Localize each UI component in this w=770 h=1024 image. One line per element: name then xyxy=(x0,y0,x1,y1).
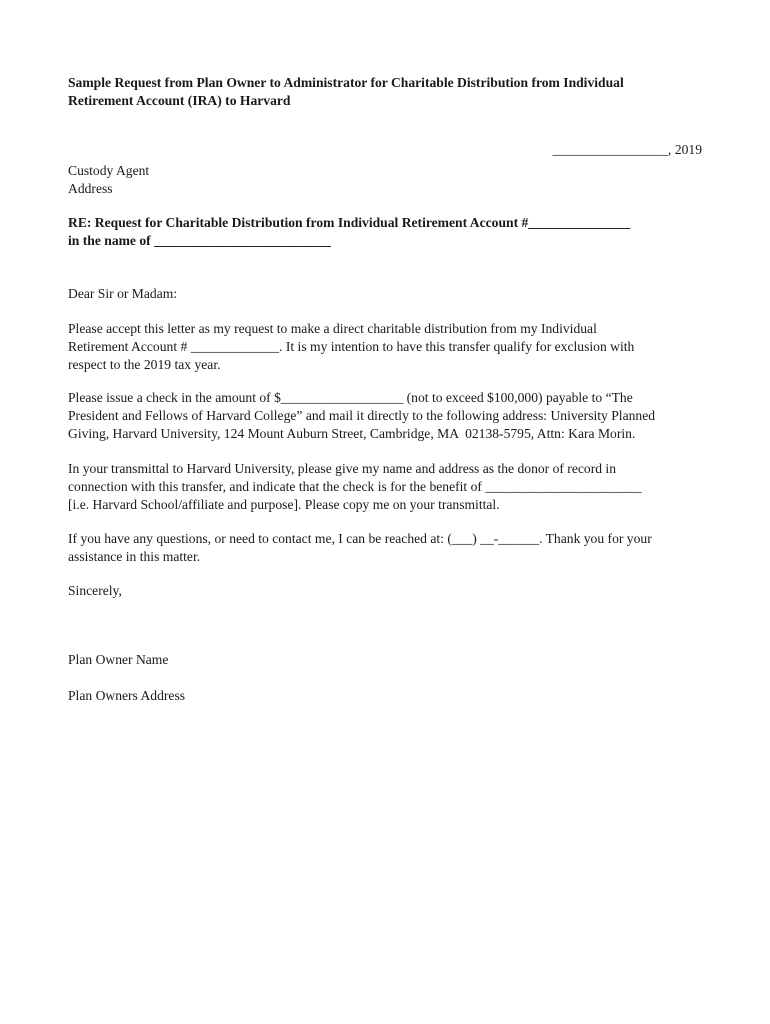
paragraph-4-line-2: assistance in this matter. xyxy=(68,549,201,564)
paragraph-4-line-1: If you have any questions, or need to contact me, I can be reached at: (___) __-______. Thank you for your xyxy=(68,531,652,546)
paragraph-3-line-2: connection with this transfer, and indicate that the check is for the benefit of _______________________ xyxy=(68,479,642,494)
paragraph-2-line-3: Giving, Harvard University, 124 Mount Auburn Street, Cambridge, MA 02138-5795, Attn: Kara Morin. xyxy=(68,426,636,441)
paragraph-2-line-1: Please issue a check in the amount of $__________________ (not to exceed $100,000) payable to “The xyxy=(68,390,633,405)
paragraph-1-line-1: Please accept this letter as my request to make a direct charitable distribution from my Individual xyxy=(68,321,597,336)
re-line-2: in the name of __________________________ xyxy=(68,233,331,248)
paragraph-3-line-1: In your transmittal to Harvard University, please give my name and address as the donor of record in xyxy=(68,461,616,476)
paragraph-1-line-3: respect to the 2019 tax year. xyxy=(68,357,221,372)
paragraph-3-line-3: [i.e. Harvard School/affiliate and purpose]. Please copy me on your transmittal. xyxy=(68,497,500,512)
recipient-address: Address xyxy=(68,181,113,196)
closing: Sincerely, xyxy=(68,583,122,598)
signature-address: Plan Owners Address xyxy=(68,688,186,703)
re-line-1: RE: Request for Charitable Distribution from Individual Retirement Account #_______________ xyxy=(68,215,631,230)
document-title-line-2: Retirement Account (IRA) to Harvard xyxy=(68,93,291,108)
recipient-name: Custody Agent xyxy=(68,163,150,178)
paragraph-1-line-2: Retirement Account # _____________. It is my intention to have this transfer qualify for exclusion with xyxy=(68,339,635,354)
date-line: _________________, 2019 xyxy=(552,141,702,157)
salutation: Dear Sir or Madam: xyxy=(68,286,178,301)
signature-name: Plan Owner Name xyxy=(68,652,169,667)
paragraph-2-line-2: President and Fellows of Harvard College” and mail it directly to the following address: University Planned xyxy=(68,408,656,423)
document-title-line-1: Sample Request from Plan Owner to Administrator for Charitable Distribution from Individual xyxy=(68,75,624,90)
